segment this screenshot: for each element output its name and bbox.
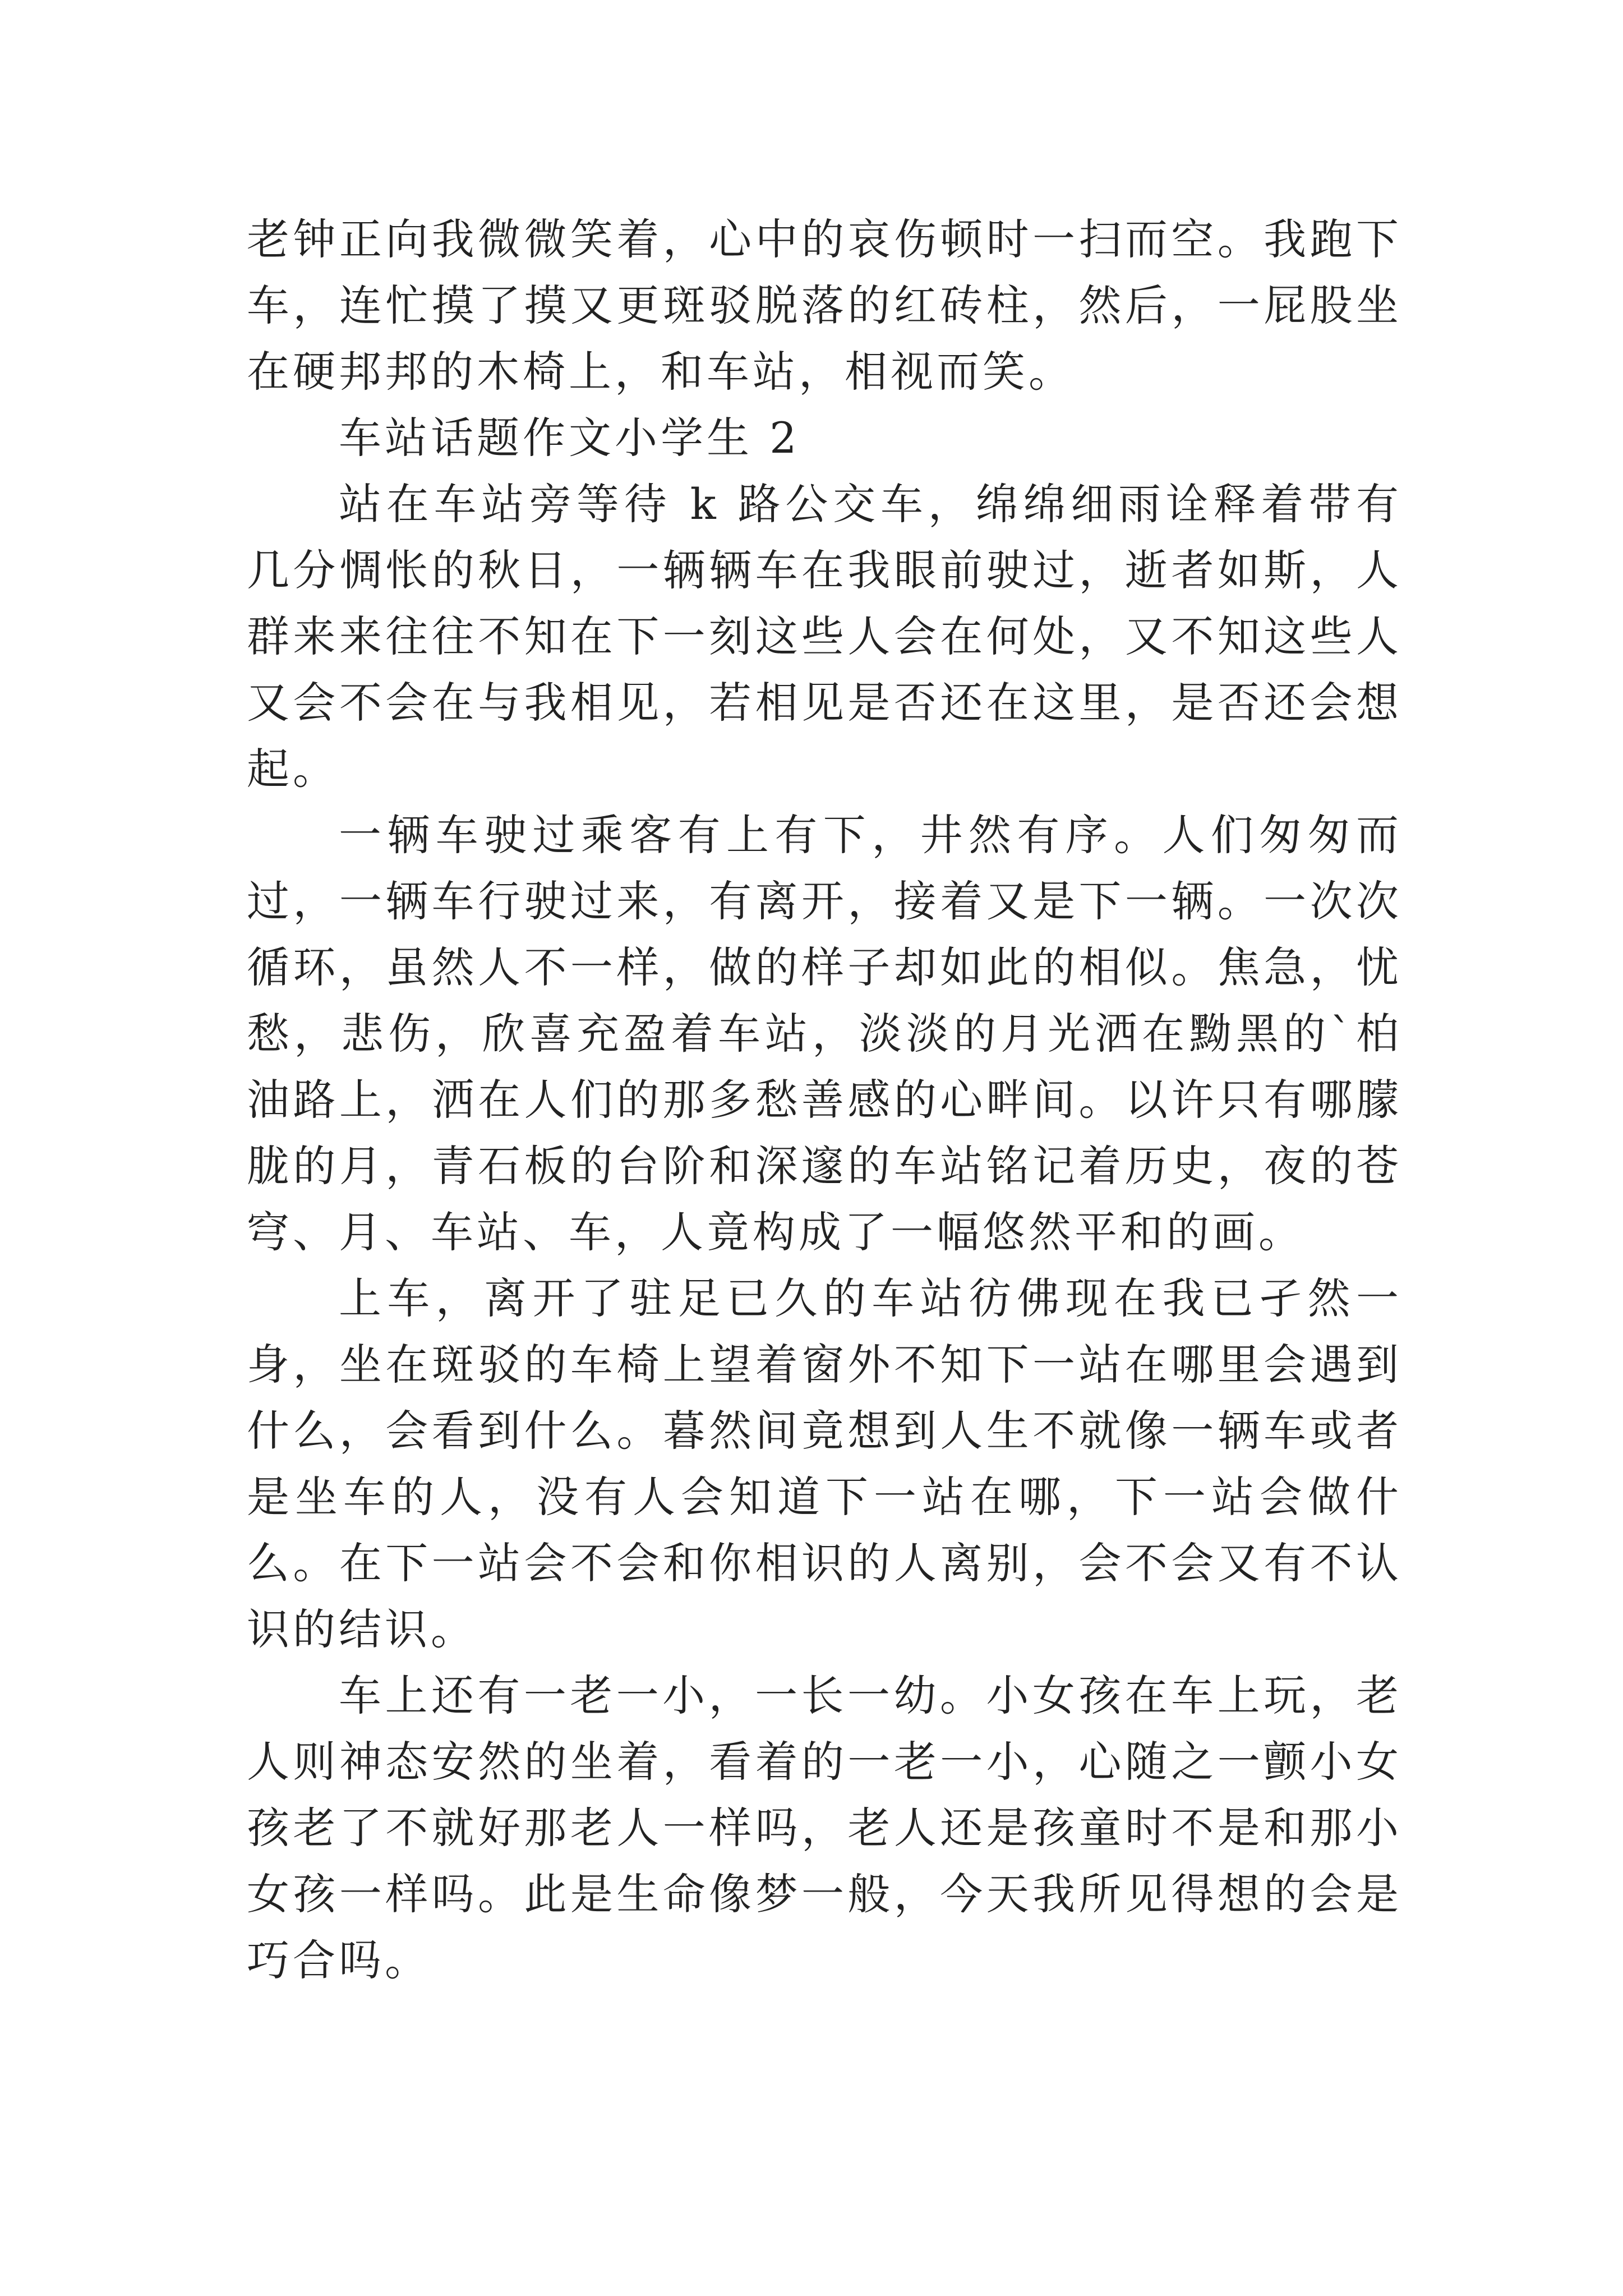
body-paragraph-4: 车上还有一老一小，一长一幼。小女孩在车上玩，老人则神态安然的坐着，看着的一老一小，心随之一颤小女孩老了不就好那老人一样吗，老人还是孩童时不是和那小女孩一样吗。此是生命像梦一般，今天我所见得想的会是巧合吗。 — [247, 1671, 1402, 1985]
body-paragraph-1: 站在车站旁等待 k 路公交车，绵绵细雨诠释着带有几分惆怅的秋日，一辆辆车在我眼前驶过，逝者如斯，人群来来往往不知在下一刻这些人会在何处，又不知这些人又会不会在与我相见，若相见是否还在这里，是否还会想起。 — [247, 479, 1402, 794]
section-title: 车站话题作文小学生 2 — [339, 413, 800, 463]
body-paragraph-2: 一辆车驶过乘客有上有下，井然有序。人们匆匆而过，一辆车行驶过来，有离开，接着又是下一辆。一次次循环，虽然人不一样，做的样子却如此的相似。焦急，忧愁，悲伤，欣喜充盈着车站，淡淡的月光洒在黝黑的`柏油路上，洒在人们的那多愁善感的心畔间。以许只有哪朦胧的月，青石板的台阶和深邃的车站铭记着历史，夜的苍穹、月、车站、车，人竟构成了一幅悠然平和的画。 — [247, 810, 1402, 1257]
intro-paragraph: 老钟正向我微微笑着，心中的哀伤顿时一扫而空。我跑下车，连忙摸了摸又更斑驳脱落的红砖柱，然后，一屁股坐在硬邦邦的木椅上，和车站，相视而笑。 — [247, 214, 1402, 397]
document-body — [247, 206, 1402, 1994]
body-paragraph-3: 上车，离开了驻足已久的车站彷佛现在我已孑然一身，坐在斑驳的车椅上望着窗外不知下一站在哪里会遇到什么，会看到什么。暮然间竟想到人生不就像一辆车或者是坐车的人，没有人会知道下一站在哪，下一站会做什么。在下一站会不会和你相识的人离别，会不会又有不认识的结识。 — [247, 1273, 1402, 1654]
